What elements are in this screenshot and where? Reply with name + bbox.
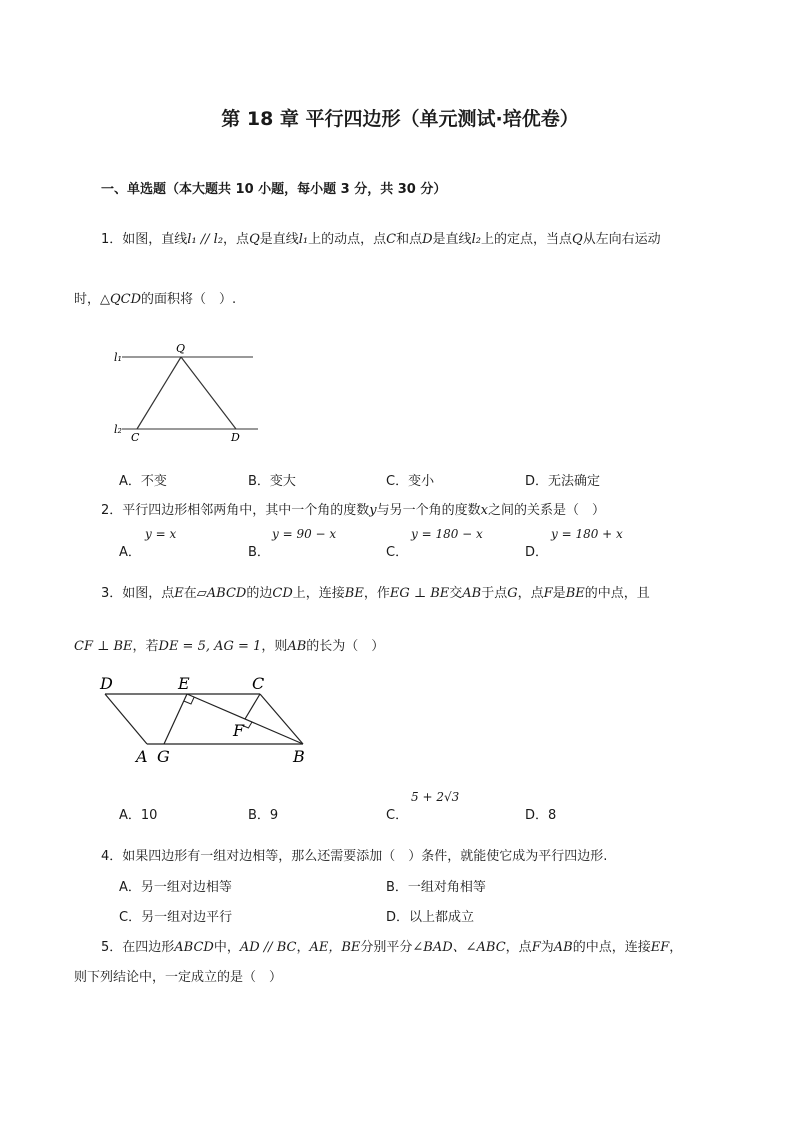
q3-text: 交 [449, 586, 463, 601]
q2-option-c-letter[interactable]: C． [386, 545, 409, 560]
q3-option-d[interactable] [525, 804, 556, 823]
q5-text: ， [669, 940, 683, 955]
q1-math: l₂ [471, 232, 481, 247]
label-g: G [157, 747, 170, 766]
question-4: 4．如果四边形有一组对边相等，那么还需要添加（ ）条件，就能使它成为平行四边形. [101, 849, 608, 864]
q1-math: l₁ // l₂ [187, 232, 224, 247]
label-c: C [131, 431, 140, 444]
q5-math: AB [553, 940, 573, 955]
q2-option-b-letter[interactable]: B． [248, 545, 270, 560]
question-5-line-1 [101, 936, 682, 955]
q1-option-a[interactable]: A．不变 [119, 474, 167, 489]
segment-qd [181, 357, 236, 429]
q1-text: ，点 [223, 232, 250, 247]
q3-math: DE = 5, AG = 1 [158, 639, 262, 654]
q5-math: EF [650, 940, 670, 955]
q1-text: 上的定点，当点 [480, 232, 572, 247]
segment-qc [137, 357, 181, 429]
q3-math: EG ⊥ BE [389, 586, 450, 601]
label-f: F [233, 721, 245, 740]
q5-math: ABCD [174, 940, 214, 955]
q1-math: Q [249, 232, 260, 247]
q3-text: ，点 [517, 586, 544, 601]
q1-text: 是直线 [259, 232, 299, 247]
q4-option-d[interactable]: D．以上都成立 [386, 910, 475, 925]
label-d: D [231, 431, 240, 444]
q1-option-c[interactable]: C．变小 [386, 474, 435, 489]
label-b: B [293, 747, 305, 766]
q1-text: 时， [74, 292, 101, 307]
q3-text: 于点 [481, 586, 508, 601]
question-5-line-2: 则下列结论中，一定成立的是（ ） [74, 970, 283, 985]
q1-math: D [422, 232, 433, 247]
q5-math: ∠BAD、∠ABC [412, 940, 506, 955]
q3-math: CF ⊥ BE [74, 639, 133, 654]
figure-q3 [95, 670, 320, 770]
q3-text: 在 [183, 586, 197, 601]
q1-text: 的面积将（ ）. [141, 292, 237, 307]
q5-math: AD // BC [239, 940, 297, 955]
question-1-line-2 [74, 288, 236, 307]
q4-option-c[interactable]: C．另一组对边平行 [119, 910, 233, 925]
q3-math: BE [565, 586, 585, 601]
q3-text: 的中点，且 [584, 586, 650, 601]
q3-text: ，作 [363, 586, 390, 601]
q5-math: AE，BE [309, 940, 361, 955]
q2-option-b-formula: y = 90 − x [272, 527, 337, 541]
q3-option-b-value: 9 [269, 808, 279, 823]
q1-math: Q [571, 232, 583, 247]
q3-option-a-letter: A． [119, 808, 141, 823]
q5-math: F [531, 940, 541, 955]
q3-math: E [174, 586, 184, 601]
q2-option-d-letter[interactable]: D． [525, 545, 549, 560]
q4-option-a[interactable]: A．另一组对边相等 [119, 880, 232, 895]
q5-text: 的中点，连接 [572, 940, 651, 955]
q3-option-a[interactable] [119, 804, 157, 823]
q3-text: ，则 [261, 639, 288, 654]
label-c: C [252, 674, 265, 693]
q1-math: C [386, 232, 397, 247]
question-3-line-1 [101, 582, 650, 601]
label-l1: l₁ [114, 351, 122, 364]
q3-math: BE [344, 586, 364, 601]
q3-option-c-letter[interactable]: C． [386, 808, 409, 823]
q4-option-b[interactable]: B．一组对角相等 [386, 880, 486, 895]
q2-option-a-formula: y = x [145, 527, 177, 541]
q5-text: 为 [540, 940, 554, 955]
q3-math: ▱ABCD [196, 586, 247, 601]
q3-option-c-value: 5 + 2√3 [411, 790, 460, 804]
question-3-line-2 [74, 635, 384, 654]
q3-option-a-value: 10 [140, 808, 158, 823]
q3-option-b[interactable] [248, 804, 278, 823]
q3-text: 是 [552, 586, 566, 601]
q2-option-a-letter[interactable]: A． [119, 545, 141, 560]
segment-eg [164, 694, 187, 744]
q3-math: G [507, 586, 518, 601]
label-d: D [100, 674, 113, 693]
q2-math: y [369, 503, 377, 518]
q2-option-c-formula: y = 180 − x [411, 527, 483, 541]
page-title: 第 18 章 平行四边形（单元测试·培优卷） [221, 108, 579, 130]
q3-math: AB [462, 586, 482, 601]
q5-text: 5．在四边形 [101, 940, 175, 955]
q3-option-d-value: 8 [548, 808, 557, 823]
q5-text: 分别平分 [360, 940, 413, 955]
q1-text: 1．如图，直线 [101, 232, 188, 247]
q1-math: △QCD [100, 292, 142, 307]
q5-text: ， [296, 940, 310, 955]
q1-option-b[interactable]: B．变大 [248, 474, 296, 489]
q1-text: 是直线 [432, 232, 472, 247]
q3-text: 上，连接 [292, 586, 345, 601]
label-a: A [136, 747, 148, 766]
q3-math: F [543, 586, 553, 601]
question-1-line-1 [101, 228, 661, 247]
label-l2: l₂ [114, 423, 122, 436]
question-2 [101, 499, 605, 518]
q3-option-d-letter: D． [525, 808, 549, 823]
q3-text: 的长为（ ） [306, 639, 385, 654]
segment-cf [245, 694, 260, 719]
q3-math: CD [272, 586, 293, 601]
q1-math: l₁ [298, 232, 309, 247]
q3-text: 3．如图，点 [101, 586, 175, 601]
q3-option-b-letter: B． [248, 808, 270, 823]
q3-text: 的边 [246, 586, 273, 601]
segment-cb [260, 694, 303, 744]
q1-option-d[interactable]: D．无法确定 [525, 474, 601, 489]
section-heading: 一、单选题（本大题共 10 小题，每小题 3 分，共 30 分） [101, 182, 447, 197]
q3-math: AB [287, 639, 307, 654]
q2-option-d-formula: y = 180 + x [551, 527, 623, 541]
q5-text: ，点 [505, 940, 532, 955]
q2-text: 与另一个角的度数 [376, 503, 481, 518]
q1-text: 从左向右运动 [582, 232, 661, 247]
label-e: E [178, 674, 190, 693]
q1-text: 和点 [396, 232, 423, 247]
q2-text: 之间的关系是（ ） [488, 503, 606, 518]
q2-math: x [480, 503, 488, 518]
segment-da [105, 694, 147, 744]
label-q: Q [176, 342, 186, 355]
q5-text: 中， [213, 940, 240, 955]
q3-text: ，若 [132, 639, 159, 654]
figure-q1 [110, 340, 270, 445]
q2-text: 2．平行四边形相邻两角中，其中一个角的度数 [101, 503, 370, 518]
q1-text: 上的动点，点 [308, 232, 387, 247]
